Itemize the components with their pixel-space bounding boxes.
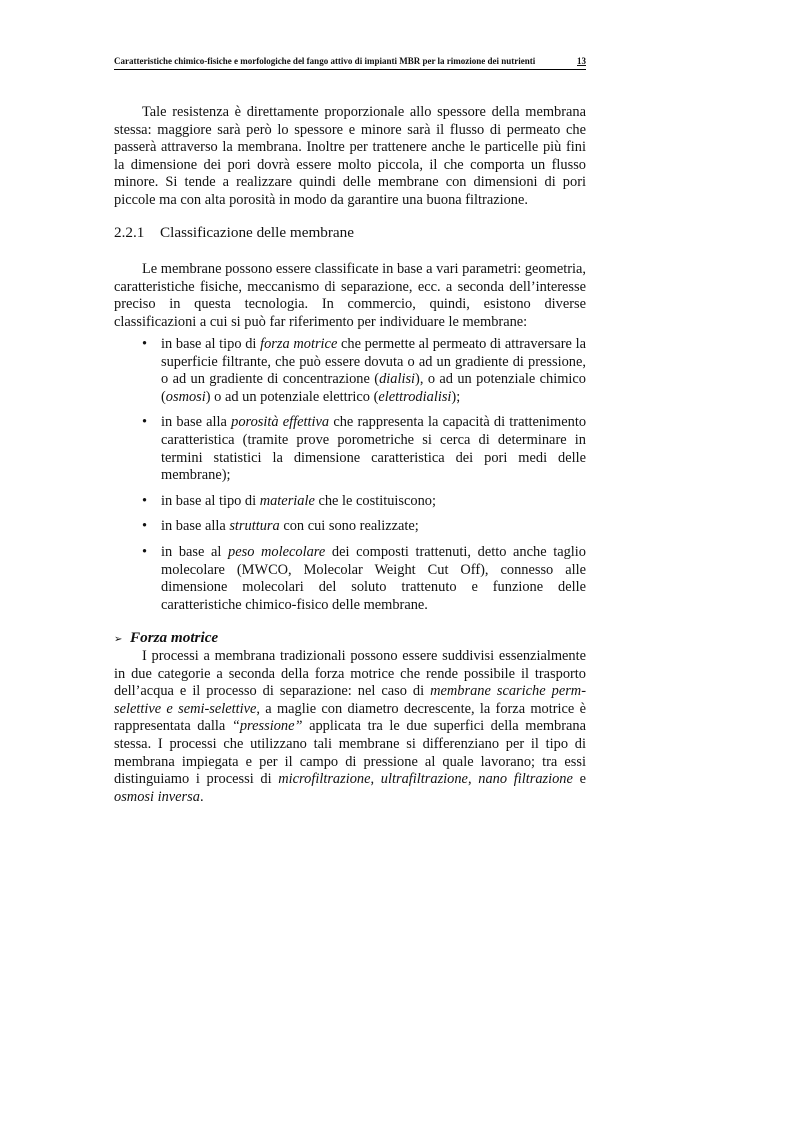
section-heading bbox=[114, 224, 354, 242]
list-item: • in base al peso molecolare dei composti trattenuti, detto anche taglio molecolare (MWCO, Molecolar Weight Cut Off), connesso alle dimensione molecolari del soluto trattenuto e funzione delle caratteristiche chimico-fisico delle membrane. bbox=[142, 543, 586, 613]
list-item: • in base al tipo di forza motrice che permette al permeato di attraversare la superficie filtrante, che può essere dovuta o ad un gradiente di pressione, o ad un gradiente di concentrazione (dialisi), o ad un potenziale chimico (osmosi) o ad un potenziale elettrico (elettrodialisi); bbox=[142, 336, 586, 405]
forza-motrice-title: Forza motrice bbox=[130, 629, 219, 646]
header-title: Caratteristiche chimico-fisiche e morfologiche del fango attivo di impianti MBR per la rimozione dei nutrienti bbox=[114, 56, 536, 66]
list-item: • in base al tipo di materiale che le costituiscono; bbox=[142, 492, 436, 509]
forza-motrice-heading bbox=[114, 629, 218, 647]
paragraph-classificazione: Le membrane possono essere classificate in base a vari parametri: geometria, caratteristiche fisiche, meccanismo di separazione, ecc. a seconda dell’interesse preciso in questa tecnologia. In commercio, quindi, esistono diverse classificazioni a cui si può far riferimento per individuare le membrane: bbox=[114, 261, 586, 330]
list-item: • in base alla porosità effettiva che rappresenta la capacità di trattenimento caratteristica (tramite prove porometriche si cerca di determinare in termini statistici la dimensione caratteristica dei pori medi delle membrane); bbox=[142, 414, 587, 484]
page-number: 13 bbox=[577, 56, 586, 66]
bullet-icon: • bbox=[142, 336, 148, 352]
page bbox=[114, 56, 587, 805]
section-number: 2.2.1 bbox=[114, 224, 145, 241]
bullet-icon: • bbox=[142, 492, 148, 509]
bullet-icon: • bbox=[142, 543, 148, 560]
arrow-bullet-icon: ➢ bbox=[114, 634, 123, 645]
running-header bbox=[114, 56, 586, 70]
list-item: • in base alla struttura con cui sono realizzate; bbox=[142, 518, 419, 535]
bullet-icon: • bbox=[142, 414, 148, 431]
section-title: Classificazione delle membrane bbox=[160, 224, 354, 241]
paragraph-forza-motrice: I processi a membrana tradizionali possono essere suddivisi essenzialmente in due categorie a seconda della forza motrice che rende possibile il trasporto dell’acqua e il processo di separazione: nel caso di membrane scariche perm-selettive e semi-selettive, a maglie con diametro decrescente, la forza motrice è rappresentata dalla “pressione” applicata tra le due superfici della membrana stessa. I processi che utilizzano tali membrane si differenziano per il tipo di membrana impiegata e per il campo di pressione al quale lavorano; tra essi distinguiamo i processi di microfiltrazione, ultrafiltrazione, nano filtrazione e osmosi inversa. bbox=[114, 648, 586, 805]
bullet-icon: • bbox=[142, 518, 148, 535]
paragraph-resistenza: Tale resistenza è direttamente proporzionale allo spessore della membrana stessa: maggiore sarà però lo spessore e minore sarà il flusso di permeato che passerà attraverso la membrana. Inoltre per trattenere anche le particelle più fini la dimensione dei pori dovrà essere molto piccola, il che comporta un flusso minore. Si tende a realizzare quindi delle membrane con dimensioni di pori piccole ma con alta porosità in modo da garantire una buona filtrazione. bbox=[114, 104, 586, 208]
classification-list bbox=[114, 336, 586, 622]
